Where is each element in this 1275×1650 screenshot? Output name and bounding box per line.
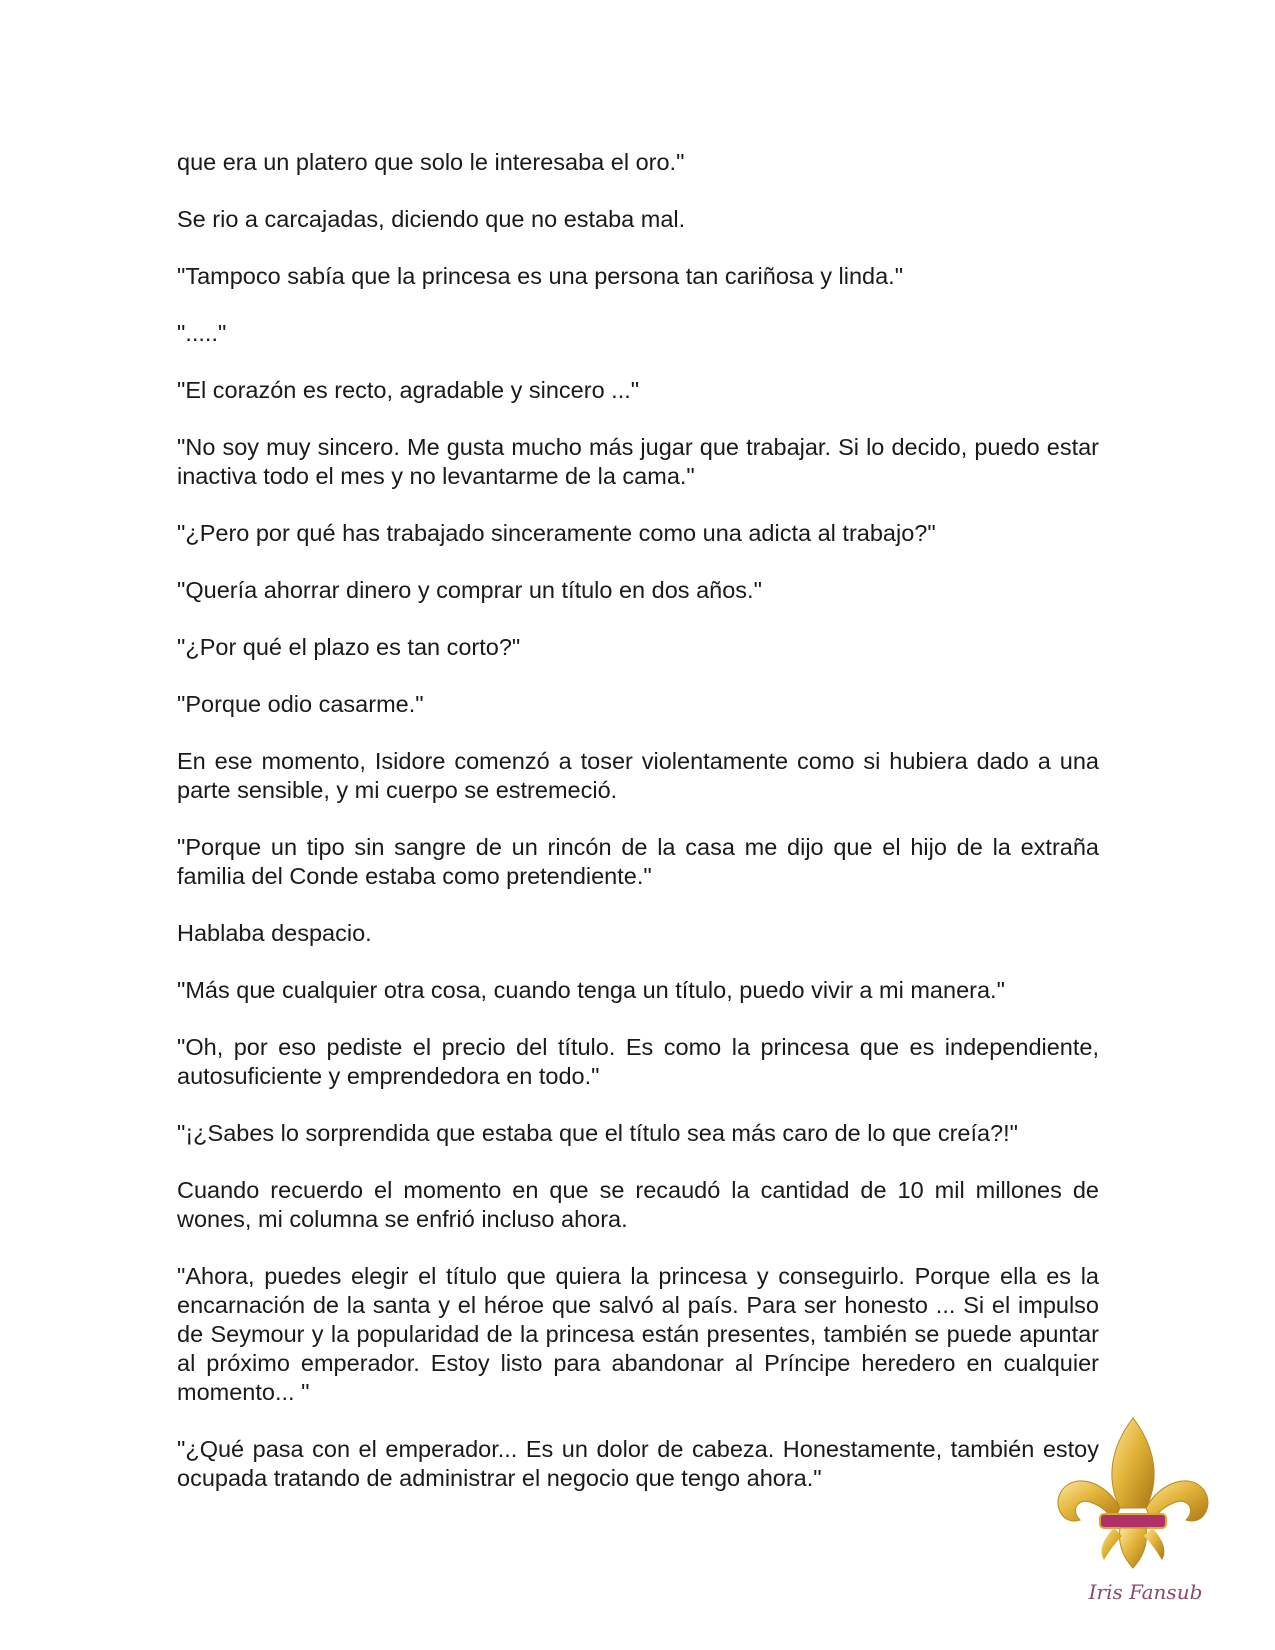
paragraph: "Tampoco sabía que la princesa es una persona tan cariñosa y linda." xyxy=(177,263,904,289)
paragraph: "No soy muy sincero. Me gusta mucho más jugar que trabajar. Si lo decido, puedo estar inactiva todo el mes y no levantarme de la cama." xyxy=(177,434,1099,489)
paragraph: que era un platero que solo le interesaba el oro." xyxy=(177,149,685,175)
paragraph: "¿Qué pasa con el emperador... Es un dolor de cabeza. Honestamente, también estoy ocupada tratando de administrar el negocio que tengo ahora." xyxy=(177,1436,1099,1491)
paragraph: "¡¿Sabes lo sorprendida que estaba que el título sea más caro de lo que creía?!" xyxy=(177,1120,1018,1146)
fleur-de-lis-icon xyxy=(1048,1410,1218,1580)
paragraph: Se rio a carcajadas, diciendo que no estaba mal. xyxy=(177,206,686,232)
paragraph: "Porque un tipo sin sangre de un rincón de la casa me dijo que el hijo de la extraña familia del Conde estaba como pretendiente." xyxy=(177,834,1099,889)
paragraph: En ese momento, Isidore comenzó a toser violentamente como si hubiera dado a una parte sensible, y mi cuerpo se estremeció. xyxy=(177,748,1099,803)
paragraph: "Oh, por eso pediste el precio del título. Es como la princesa que es independiente, autosuficiente y emprendedora en todo." xyxy=(177,1034,1099,1089)
paragraph: "Quería ahorrar dinero y comprar un título en dos años." xyxy=(177,577,762,603)
watermark-text: Iris Fansub xyxy=(1088,1580,1203,1604)
paragraph: "Porque odio casarme." xyxy=(177,691,424,717)
page-body-text xyxy=(177,148,1099,1521)
paragraph: Hablaba despacio. xyxy=(177,920,372,946)
paragraph: "....." xyxy=(177,320,227,346)
paragraph: "Más que cualquier otra cosa, cuando tenga un título, puedo vivir a mi manera." xyxy=(177,977,1005,1003)
paragraph: "Ahora, puedes elegir el título que quiera la princesa y conseguirlo. Porque ella es la encarnación de la santa y el héroe que salvó al país. Para ser honesto ... Si el impulso de Seymour y la popularidad de la princesa están presentes, también se puede apuntar al próximo emperador. Estoy listo para abandonar al Príncipe heredero en cualquier momento... " xyxy=(177,1263,1099,1405)
paragraph: "El corazón es recto, agradable y sincero ..." xyxy=(177,377,640,403)
watermark-logo xyxy=(1048,1410,1218,1610)
paragraph: "¿Por qué el plazo es tan corto?" xyxy=(177,634,521,660)
paragraph: Cuando recuerdo el momento en que se recaudó la cantidad de 10 mil millones de wones, mi columna se enfrió incluso ahora. xyxy=(177,1177,1099,1232)
paragraph: "¿Pero por qué has trabajado sinceramente como una adicta al trabajo?" xyxy=(177,520,936,546)
